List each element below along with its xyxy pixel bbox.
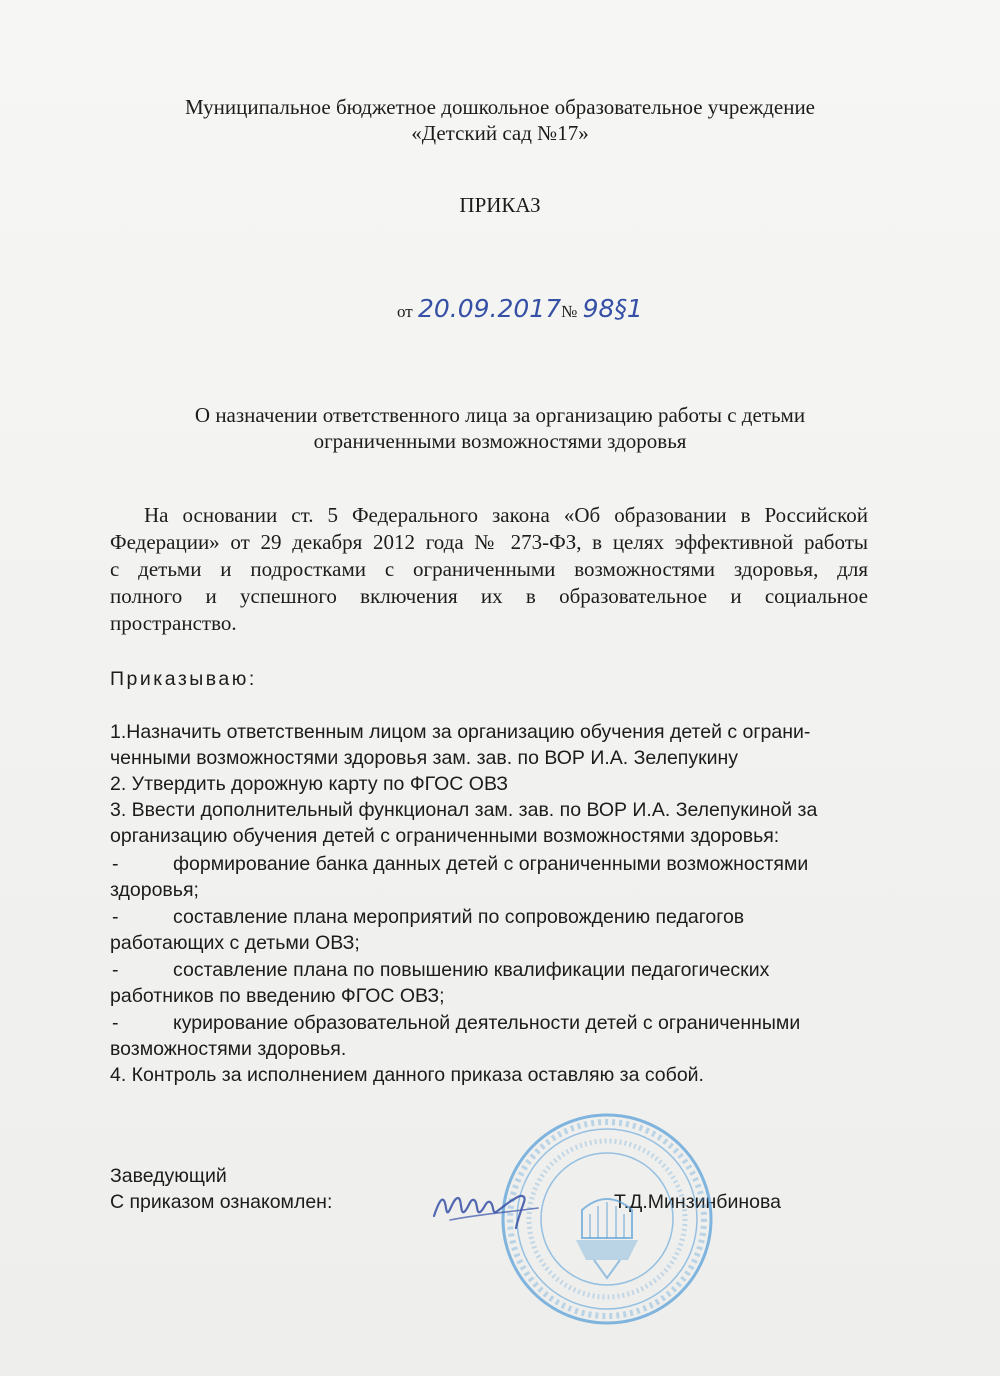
order-date-number [397, 296, 643, 325]
institution-name-line2: «Детский сад №17» [411, 121, 589, 145]
preamble-line: полного и успешного включения их в образовательное и социальное [110, 584, 868, 608]
item-3-line2: организацию обучения детей с ограниченными возможностями здоровья: [110, 825, 780, 847]
bullet-1-line2: здоровья; [110, 879, 199, 901]
bullet-mark: - [112, 1012, 119, 1034]
item-1-line1: 1.Назначить ответственным лицом за организацию обучения детей с ограни- [110, 721, 811, 743]
order-word: Приказываю: [110, 668, 257, 690]
item-2: 2. Утвердить дорожную карту по ФГОС ОВЗ [110, 773, 509, 795]
bullet-mark: - [112, 853, 119, 875]
item-1-line2: ченными возможностями здоровья зам. зав. по ВОР И.А. Зелепукину [110, 747, 739, 769]
institution-name-line1: Муниципальное бюджетное дошкольное образовательное учреждение [185, 95, 815, 119]
bullet-mark: - [112, 959, 119, 981]
bullet-2-line2: работающих с детьми ОВЗ; [110, 932, 360, 954]
signer-name: Т.Д.Минзинбинова [614, 1191, 781, 1213]
subject-line2: ограниченными возможностями здоровья [313, 429, 687, 453]
acknowledged-label: С приказом ознакомлен: [110, 1191, 333, 1213]
bullet-2-line1: составление плана мероприятий по сопровождению педагогов [173, 906, 745, 928]
preamble-line: с детьми и подростками с ограниченными возможностями здоровья, для [110, 557, 868, 581]
handwritten-number: 98§1 [582, 294, 643, 323]
bullet-4-line2: возможностями здоровья. [110, 1038, 347, 1060]
bullet-4-line1: курирование образовательной деятельности детей с ограниченными [173, 1012, 801, 1034]
item-3-line1: 3. Ввести дополнительный функционал зам. зав. по ВОР И.А. Зелепукиной за [110, 799, 818, 821]
date-prefix: от [397, 302, 413, 321]
bullet-mark: - [112, 906, 119, 928]
subject-line1: О назначении ответственного лица за организацию работы с детьми [194, 403, 806, 427]
order-title: ПРИКАЗ [459, 193, 541, 217]
preamble-line: пространство. [110, 611, 237, 635]
bullet-1-line1: формирование банка данных детей с ограниченными возможностями [173, 853, 809, 875]
signer-position: Заведующий [110, 1165, 227, 1187]
preamble-line: Федерации» от 29 декабря 2012 года № 273-ФЗ, в целях эффективной работы [110, 530, 868, 554]
handwritten-date: 20.09.2017 [417, 294, 562, 323]
preamble-line: На основании ст. 5 Федерального закона «Об образовании в Российской [144, 503, 868, 527]
bullet-3-line2: работников по введению ФГОС ОВЗ; [110, 985, 445, 1007]
item-4: 4. Контроль за исполнением данного приказа оставляю за собой. [110, 1064, 704, 1086]
handwritten-signature-icon [430, 1168, 550, 1238]
number-prefix: № [561, 302, 578, 321]
bullet-3-line1: составление плана по повышению квалификации педагогических [173, 959, 770, 981]
